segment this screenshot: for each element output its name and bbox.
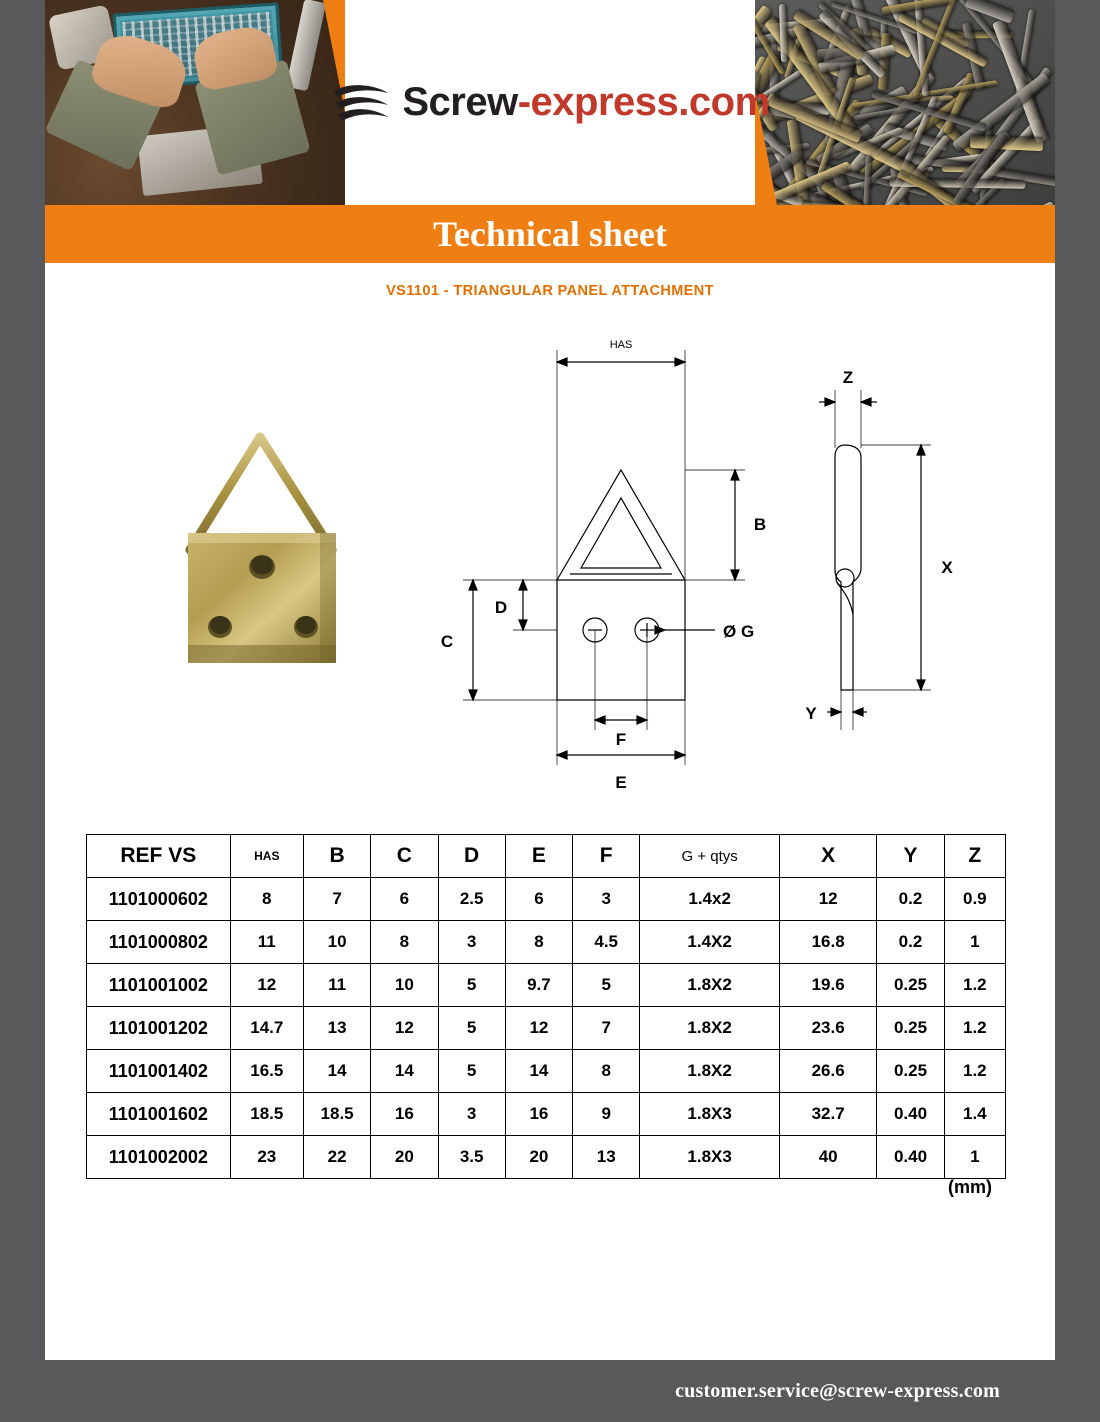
drawing-area [45,320,1055,800]
cell-value: 16 [371,1093,438,1136]
logo-text-main: Screw [402,80,518,124]
cell-value: 0.9 [944,878,1005,921]
cell-ref: 1101000802 [87,921,231,964]
cell-value: 7 [573,1007,640,1050]
cell-value: 10 [303,921,370,964]
col-header-x: X [779,835,876,878]
col-header-y: Y [877,835,944,878]
logo-text-accent: -express.com [517,80,770,124]
cell-value: 12 [371,1007,438,1050]
cell-value: 1.8X3 [640,1136,780,1179]
table-header-row [87,835,1006,878]
footer-white-strip [45,1342,1055,1360]
cell-value: 1.8X3 [640,1093,780,1136]
cell-value: 0.40 [877,1093,944,1136]
cell-value: 1 [944,921,1005,964]
table-row [87,1093,1006,1136]
cell-value: 23 [230,1136,303,1179]
cell-value: 1.2 [944,964,1005,1007]
swoosh-icon [330,79,392,127]
dim-label-d: D [494,598,508,617]
title-bar [45,205,1055,263]
col-header-d: D [438,835,505,878]
cell-value: 3 [573,878,640,921]
col-header-e: E [505,835,572,878]
page-footer [0,1360,1100,1422]
cell-value: 16.8 [779,921,876,964]
cell-value: 4.5 [573,921,640,964]
cell-value: 20 [505,1136,572,1179]
col-header-f: F [573,835,640,878]
dim-label-f: F [615,730,627,749]
cell-value: 40 [779,1136,876,1179]
cell-value: 0.25 [877,1007,944,1050]
cell-value: 5 [438,1050,505,1093]
cell-value: 22 [303,1136,370,1179]
workbench-photo [45,0,345,205]
cell-value: 8 [505,921,572,964]
cell-value: 8 [371,921,438,964]
cell-value: 1.4X2 [640,921,780,964]
cell-ref: 1101000602 [87,878,231,921]
logo-text [402,80,769,125]
cell-value: 1.2 [944,1007,1005,1050]
cell-value: 32.7 [779,1093,876,1136]
cell-value: 26.6 [779,1050,876,1093]
col-header-b: B [303,835,370,878]
table-row [87,1136,1006,1179]
table-row [87,1050,1006,1093]
cell-value: 19.6 [779,964,876,1007]
table-row [87,964,1006,1007]
col-header-has: HAS [230,835,303,878]
cell-value: 12 [505,1007,572,1050]
cell-value: 1.8X2 [640,964,780,1007]
cell-value: 14 [303,1050,370,1093]
cell-value: 3 [438,1093,505,1136]
dim-label-g: Ø G [723,622,755,641]
page-title: Technical sheet [433,214,667,254]
left-margin-bar [0,0,45,1422]
screws-photo [755,0,1055,205]
cell-value: 3.5 [438,1136,505,1179]
cell-value: 1.4 [944,1093,1005,1136]
dim-label-y: Y [805,704,817,723]
col-header-ref: REF VS [87,835,231,878]
cell-value: 6 [505,878,572,921]
cell-value: 16.5 [230,1050,303,1093]
cell-value: 14 [371,1050,438,1093]
cell-value: 13 [573,1136,640,1179]
cell-value: 10 [371,964,438,1007]
cell-value: 11 [230,921,303,964]
table-row [87,1007,1006,1050]
cell-ref: 1101002002 [87,1136,231,1179]
page-header [45,0,1055,205]
cell-value: 2.5 [438,878,505,921]
cell-value: 23.6 [779,1007,876,1050]
spec-table [86,834,1006,1179]
col-header-g: G + qtys [640,835,780,878]
cell-ref: 1101001202 [87,1007,231,1050]
table-row [87,878,1006,921]
cell-value: 1.8X2 [640,1007,780,1050]
cell-ref: 1101001602 [87,1093,231,1136]
dim-label-b: B [753,515,767,534]
cell-ref: 1101001402 [87,1050,231,1093]
product-subtitle: VS1101 - TRIANGULAR PANEL ATTACHMENT [386,283,714,299]
technical-drawing [375,330,1035,795]
unit-note: (mm) [948,1177,992,1197]
cell-value: 18.5 [230,1093,303,1136]
cell-value: 0.25 [877,964,944,1007]
cell-value: 6 [371,878,438,921]
dim-label-e: E [615,773,627,790]
cell-value: 0.40 [877,1136,944,1179]
cell-value: 3 [438,921,505,964]
dim-label-x: X [941,558,953,577]
screw-shape [778,4,788,63]
cell-value: 0.25 [877,1050,944,1093]
col-header-c: C [371,835,438,878]
cell-value: 8 [230,878,303,921]
right-margin-bar [1055,0,1100,1422]
brand-logo [330,79,769,127]
cell-value: 11 [303,964,370,1007]
cell-value: 5 [573,964,640,1007]
cell-value: 5 [438,964,505,1007]
cell-value: 7 [303,878,370,921]
cell-value: 1.4x2 [640,878,780,921]
cell-value: 14.7 [230,1007,303,1050]
cell-value: 1.8X2 [640,1050,780,1093]
cell-value: 16 [505,1093,572,1136]
cell-value: 1.2 [944,1050,1005,1093]
cell-value: 12 [230,964,303,1007]
cell-value: 0.2 [877,878,944,921]
logo-area [345,0,770,205]
table-row [87,921,1006,964]
table-body [87,878,1006,1179]
product-photo [160,405,375,725]
dim-label-has: HAS [609,339,633,351]
cell-value: 9.7 [505,964,572,1007]
cell-value: 13 [303,1007,370,1050]
contact-email[interactable]: customer.service@screw-express.com [675,1379,1000,1402]
cell-value: 5 [438,1007,505,1050]
cell-value: 14 [505,1050,572,1093]
dim-label-c: C [440,632,454,651]
cell-value: 8 [573,1050,640,1093]
cell-value: 18.5 [303,1093,370,1136]
cell-value: 9 [573,1093,640,1136]
cell-value: 1 [944,1136,1005,1179]
cell-value: 20 [371,1136,438,1179]
cell-value: 12 [779,878,876,921]
cell-ref: 1101001002 [87,964,231,1007]
col-header-z: Z [944,835,1005,878]
cell-value: 0.2 [877,921,944,964]
spec-table-wrapper [86,834,1006,1197]
dim-label-z: Z [842,368,854,387]
